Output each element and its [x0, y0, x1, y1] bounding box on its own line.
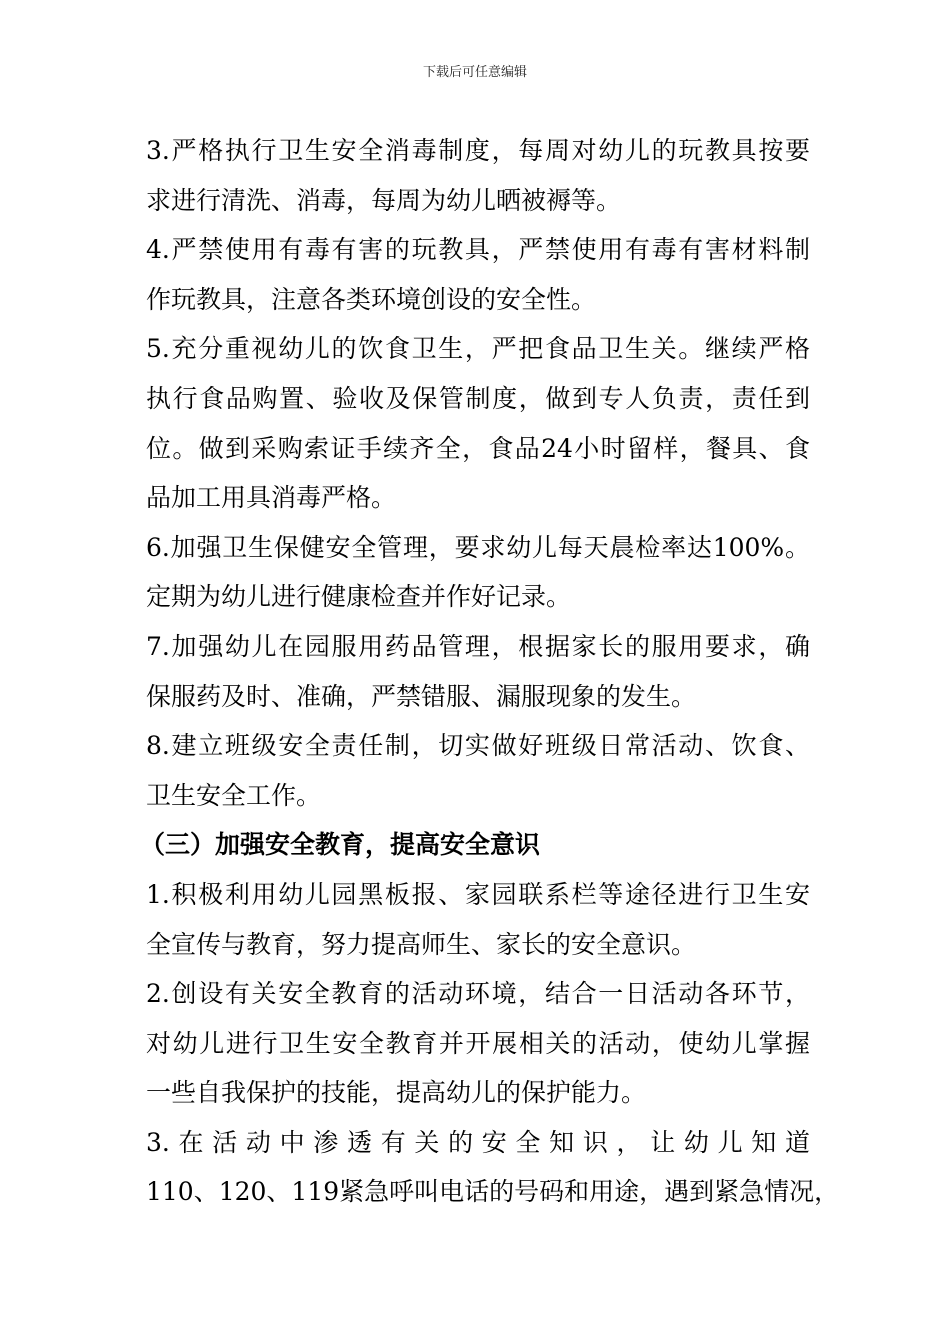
- text-line: 5.充分重视幼儿的饮食卫生，严把食品卫生关。继续严格: [146, 334, 810, 364]
- text-line: 位。做到采购索证手续齐全，食品24小时留样，餐具、食: [146, 433, 810, 463]
- text-line: 8.建立班级安全责任制，切实做好班级日常活动、饮食、: [146, 731, 810, 761]
- page-header-note: 下载后可任意编辑: [422, 65, 527, 80]
- text-line: 6.加强卫生保健安全管理，要求幼儿每天晨检率达100%。: [146, 532, 810, 562]
- text-line: 作玩教具，注意各类环境创设的安全性。: [146, 284, 597, 314]
- text-line: 3.在活动中渗透有关的安全知识，让幼儿知道: [146, 1127, 810, 1157]
- text-line: 3.严格执行卫生安全消毒制度，每周对幼儿的玩教具按要: [146, 136, 810, 165]
- document-body: [140, 126, 840, 1217]
- text-line: 求进行清洗、消毒，每周为幼儿晒被褥等。: [146, 185, 622, 215]
- text-line: 7.加强幼儿在园服用药品管理，根据家长的服用要求，确: [146, 631, 810, 661]
- text-line: 2.创设有关安全教育的活动环境，结合一日活动各环节，: [146, 979, 810, 1009]
- text-line: 执行食品购置、验收及保管制度，做到专人负责，责任到: [146, 383, 810, 413]
- text-line: 1.积极利用幼儿园黑板报、家园联系栏等途径进行卫生安: [146, 879, 810, 909]
- text-line: 一些自我保护的技能，提高幼儿的保护能力。: [146, 1078, 647, 1108]
- text-line: 全宣传与教育，努力提高师生、家长的安全意识。: [146, 929, 697, 959]
- text-line: 品加工用具消毒严格。: [146, 483, 397, 513]
- text-line: 卫生安全工作。: [146, 780, 322, 810]
- section-heading: （三）加强安全教育，提高安全意识: [140, 830, 541, 860]
- text-line: 110、120、119紧急呼叫电话的号码和用途，遇到紧急情况，: [146, 1177, 840, 1207]
- text-line: 保服药及时、准确，严禁错服、漏服现象的发生。: [146, 681, 697, 711]
- text-line: 4.严禁使用有毒有害的玩教具，严禁使用有毒有害材料制: [146, 235, 810, 265]
- text-line: 对幼儿进行卫生安全教育并开展相关的活动，使幼儿掌握: [146, 1028, 810, 1058]
- text-line: 定期为幼儿进行健康检查并作好记录。: [146, 582, 572, 612]
